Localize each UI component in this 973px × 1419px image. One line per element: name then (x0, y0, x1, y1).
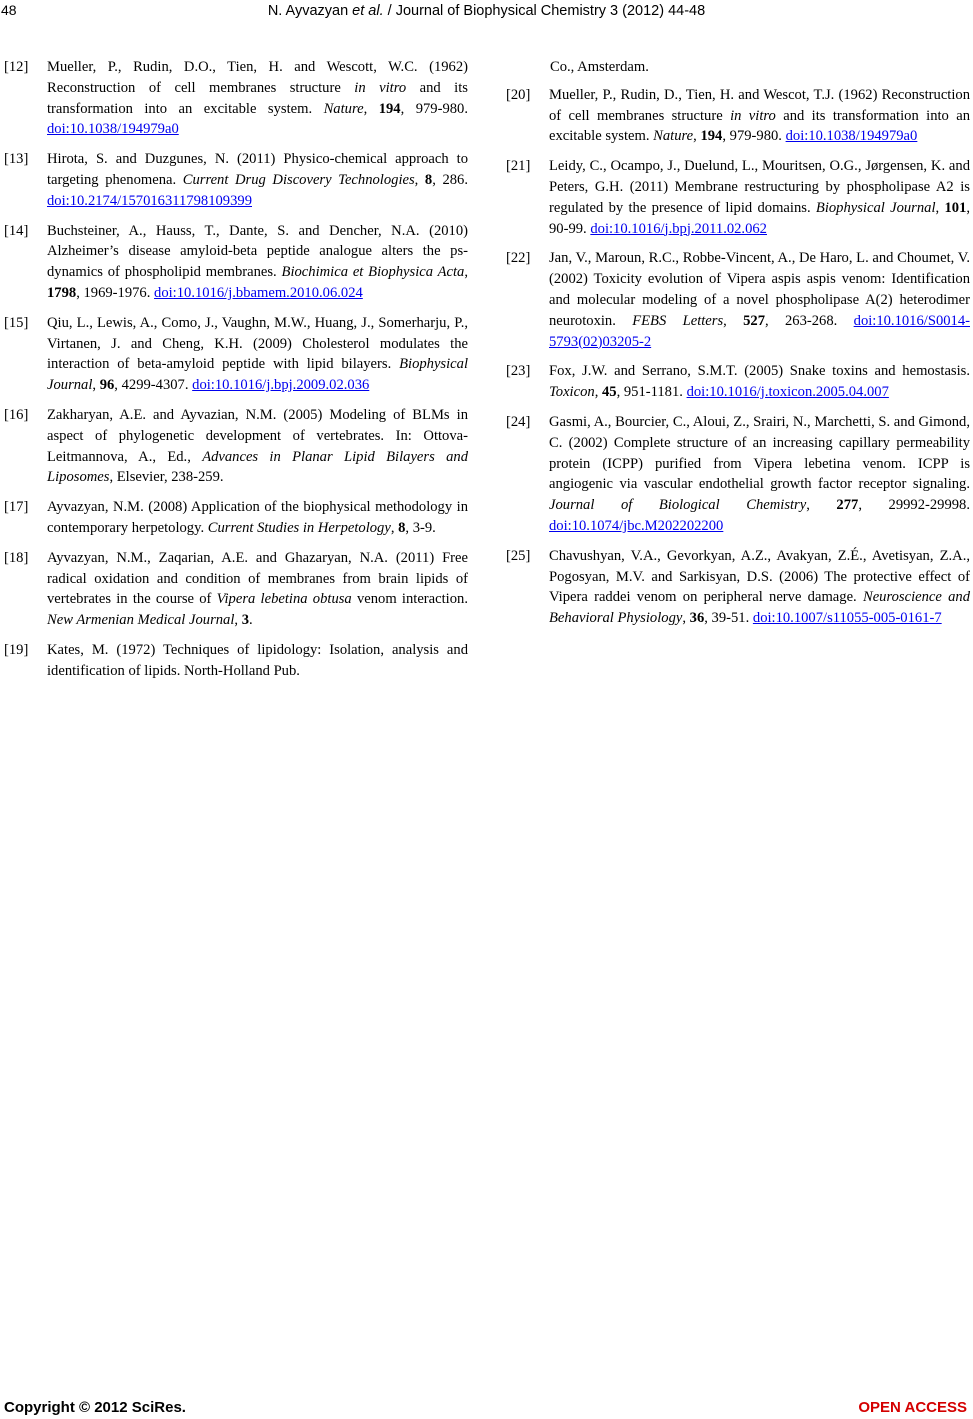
reference-text: , (390, 519, 399, 536)
reference-item (4, 221, 468, 304)
reference-text: , 4299-4307. (114, 377, 193, 394)
reference-text: , 3-9. (405, 519, 436, 536)
doi-link[interactable]: doi:10.1038/194979a0 (47, 121, 179, 138)
reference-volume: 527 (743, 312, 766, 329)
header-journal: / Journal of Biophysical Chemistry 3 (2012) 44-48 (383, 3, 706, 19)
reference-item (506, 361, 970, 403)
reference-italic: Biophysical Journal (47, 356, 468, 394)
reference-volume: 3 (241, 612, 249, 629)
doi-link[interactable]: doi:10.1016/j.bpj.2009.02.036 (192, 377, 370, 394)
reference-text: , (682, 610, 690, 627)
reference-italic: New Armenian Medical Journal (47, 612, 235, 629)
reference-italic: Vipera lebetina obtusa (216, 591, 352, 608)
reference-item (506, 546, 970, 629)
reference-volume: 194 (700, 128, 723, 145)
running-header (0, 3, 973, 19)
reference-text: Kates, M. (1972) Techniques of lipidology: Isolation, analysis and identification of lipids. North-Holland Pub. (47, 641, 468, 679)
page-number: 48 (1, 2, 17, 18)
reference-italic: Nature (323, 100, 364, 117)
reference-number: [22] (506, 250, 531, 267)
doi-link[interactable]: doi:10.1016/S0014-5793(02)03205-2 (549, 312, 970, 350)
reference-text: , 39-51. (704, 610, 753, 627)
reference-number: [14] (4, 222, 29, 239)
reference-text: Qiu, L., Lewis, A., Como, J., Vaughn, M.W., Huang, J., Somerharju, P., Virtanen, J. and Cheng, K.H. (2009) Cholesterol modulates the interaction of beta-amyloid peptide with lipid bilayers. (47, 314, 468, 373)
reference-text: , (806, 497, 837, 514)
reference-text: , (935, 199, 945, 216)
reference-text: Hirota, S. and Duzgunes, N. (2011) Physico-chemical approach to targeting phenomena. (47, 151, 468, 188)
reference-text: , (92, 377, 100, 394)
reference-text: Gasmi, A., Bourcier, C., Aloui, Z., Srairi, N., Marchetti, S. and Gimond, C. (2002) Complete structure of an increasing capillary permeability protein (ICPP) purified from Vipera lebetina venom. ICPP is angiogenic via vascular endothelial growth factor receptor signaling. (549, 413, 970, 493)
reference-text: , 286. (432, 171, 469, 188)
reference-italic: Current Studies in Herpetology (207, 519, 391, 536)
reference-number: [15] (4, 314, 29, 331)
references-right-column (506, 57, 970, 638)
reference-item (506, 248, 970, 352)
reference-item (4, 57, 468, 140)
reference-text: , (594, 384, 602, 401)
reference-item (4, 405, 468, 488)
doi-link[interactable]: doi:10.1074/jbc.M202202200 (549, 517, 724, 534)
reference-italic: Advances in Planar Lipid Bilayers and Liposomes (47, 448, 468, 486)
reference-italic: FEBS Letters (632, 312, 724, 329)
reference-number: [24] (506, 413, 531, 430)
reference-italic: in vitro (354, 79, 407, 96)
reference-text: , 29992-29998. (858, 497, 970, 514)
reference-number: [21] (506, 158, 531, 175)
reference-volume: 1798 (47, 284, 77, 301)
reference-text: , (414, 171, 425, 188)
reference-italic: Neuroscience and Behavioral Physiology (549, 589, 970, 627)
reference-volume: 277 (836, 497, 859, 514)
reference-number: [16] (4, 406, 29, 423)
reference-number: [17] (4, 499, 29, 516)
reference-text: Ayvazyan, N.M. (2008) Application of the biophysical methodology in contemporary herpetology. (47, 499, 468, 536)
reference-volume: 36 (689, 610, 705, 627)
reference-italic: Biochimica et Biophysica Acta (281, 264, 465, 281)
reference-volume: 45 (601, 384, 617, 401)
reference-item (4, 640, 468, 682)
reference-text: Buchsteiner, A., Hauss, T., Dante, S. and Dencher, N.A. (2010) Alzheimer’s disease amyloid-beta peptide analogue alters the ps-dynamics of phospholipid membranes. (47, 222, 468, 281)
doi-link[interactable]: doi:10.2174/157016311798109399 (47, 192, 252, 209)
doi-link[interactable]: doi:10.1016/j.bbamem.2010.06.024 (154, 284, 363, 301)
reference-text: Ayvazyan, N.M., Zaqarian, A.E. and Ghazaryan, N.A. (2011) Free radical oxidation and condition of membranes from brain lipids of vertebrates in the course of (47, 549, 468, 608)
reference-text: Zakharyan, A.E. and Ayvazian, N.M. (2005) Modeling of BLMs in aspect of phylogenetic development of vertebrates. In: Ottova-Leitmannova, A., Ed., (47, 406, 468, 465)
reference-number: [23] (506, 363, 531, 380)
reference-text: and its transformation into an excitable system. (549, 107, 971, 145)
reference-text: . (249, 612, 253, 629)
reference-continuation: Co., Amsterdam. (550, 59, 649, 75)
reference-text: , 979-980. (722, 128, 786, 145)
reference-text: and its transformation into an excitable system. (47, 79, 468, 117)
reference-item (4, 149, 468, 211)
reference-number: [18] (4, 549, 29, 566)
reference-italic: Biophysical Journal (815, 199, 936, 216)
reference-item (506, 156, 970, 239)
reference-item (506, 85, 970, 147)
reference-volume: 96 (99, 377, 115, 394)
reference-text: , 90-99. (549, 199, 971, 237)
reference-volume: 8 (424, 171, 433, 188)
reference-text: , (693, 128, 701, 145)
reference-number: [20] (506, 86, 531, 103)
reference-number: [13] (4, 151, 29, 168)
reference-text: , (464, 264, 468, 281)
reference-text: venom interaction. (351, 591, 468, 608)
reference-text: , 979-980. (400, 100, 468, 117)
doi-link[interactable]: doi:10.1016/j.toxicon.2005.04.007 (686, 384, 889, 401)
reference-text: Chavushyan, V.A., Gevorkyan, A.Z., Avakyan, Z.É., Avetisyan, Z.A., Pogosyan, M.V. and Sarkisyan, D.S. (2006) The protective effect of Vipera raddei venom on peripheral nerve damage. (549, 547, 970, 606)
reference-italic: Journal of Biological Chemistry (549, 497, 807, 514)
reference-number: [12] (4, 59, 29, 75)
references-left-column (4, 57, 468, 691)
reference-number: [25] (506, 547, 531, 564)
reference-text: , (363, 100, 379, 117)
reference-italic: Nature (653, 128, 694, 145)
header-et-al: et al. (352, 3, 384, 19)
reference-item (4, 497, 468, 539)
reference-text: Fox, J.W. and Serrano, S.M.T. (2005) Snake toxins and hemostasis. (549, 363, 970, 380)
open-access-label: OPEN ACCESS (858, 1399, 967, 1416)
reference-italic: Current Drug Discovery Technologies (182, 171, 415, 188)
reference-text: , 263-268. (765, 312, 854, 329)
reference-italic: in vitro (730, 107, 776, 124)
reference-item (506, 412, 970, 537)
reference-volume: 194 (378, 100, 401, 117)
header-authors: N. Ayvazyan (267, 3, 353, 19)
reference-volume: 101 (944, 199, 967, 216)
doi-link[interactable]: doi:10.1016/j.bpj.2011.02.062 (590, 220, 767, 237)
reference-text: , 951-1181. (616, 384, 687, 401)
reference-text: Mueller, P., Rudin, D., Tien, H. and Wescot, T.J. (1962) Reconstruction of cell membranes structure (549, 86, 970, 124)
reference-text: , (723, 312, 744, 329)
reference-item (4, 313, 468, 396)
doi-link[interactable]: doi:10.1007/s11055-005-0161-7 (752, 610, 942, 627)
reference-text: Jan, V., Maroun, R.C., Robbe-Vincent, A., De Haro, L. and Choumet, V. (2002) Toxicity evolution of Vipera aspis aspis venom: Identification and molecular modeling of a novel phospholipase A(2) heterodimer neurotoxin. (549, 250, 970, 329)
reference-item (4, 548, 468, 631)
reference-text: , (234, 612, 242, 629)
reference-text: , Elsevier, 238-259. (109, 469, 224, 486)
reference-text: , 1969-1976. (76, 284, 155, 301)
copyright-notice: Copyright © 2012 SciRes. (4, 1399, 186, 1416)
reference-italic: Toxicon (549, 384, 595, 401)
doi-link[interactable]: doi:10.1038/194979a0 (785, 128, 918, 145)
reference-number: [19] (4, 641, 29, 658)
reference-text: Mueller, P., Rudin, D.O., Tien, H. and Wescott, W.C. (1962) Reconstruction of cell membranes structure (47, 59, 468, 96)
reference-text: Leidy, C., Ocampo, J., Duelund, L., Mouritsen, O.G., Jørgensen, K. and Peters, G.H. (2011) Membrane restructuring by phospholipase A2 is regulated by the presence of lipid domains. (549, 158, 970, 216)
reference-volume: 8 (398, 519, 406, 536)
